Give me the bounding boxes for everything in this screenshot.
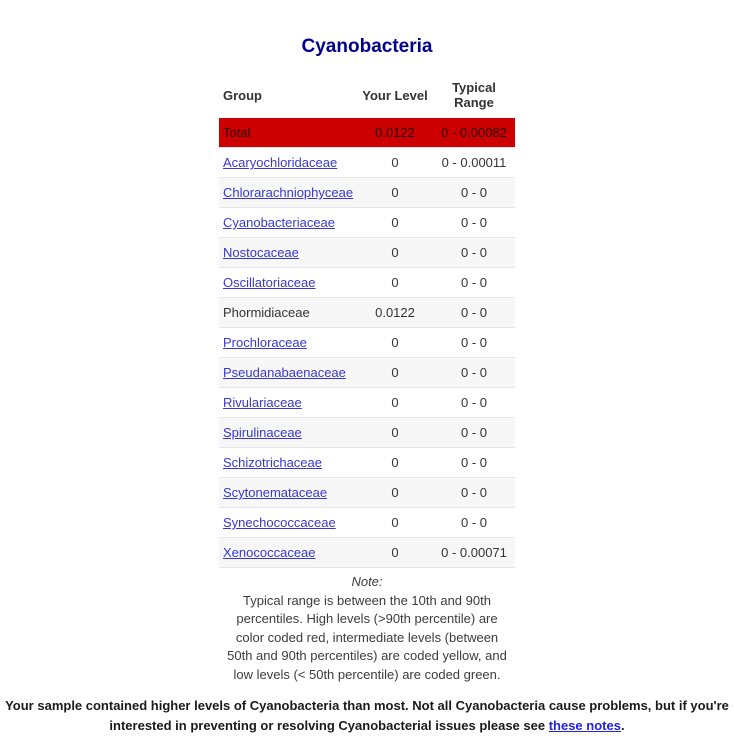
- header-your-level: Your Level: [362, 87, 428, 103]
- header-typical-range: Typical Range: [452, 80, 496, 110]
- typical-range-value: 0 - 0: [460, 515, 487, 530]
- total-row: [219, 118, 515, 148]
- table-row: [219, 508, 515, 538]
- typical-range-value: 0 - 0: [460, 485, 487, 500]
- table-row: [219, 358, 515, 388]
- your-level-value: 0: [391, 335, 399, 350]
- your-level-value: 0: [391, 365, 399, 380]
- typical-range-value: 0 - 0: [460, 425, 487, 440]
- your-level-value: 0: [391, 155, 399, 170]
- header-row: [219, 72, 515, 118]
- your-level-value: 0: [391, 425, 399, 440]
- group-link[interactable]: Scytonemataceae: [223, 485, 328, 500]
- your-level-value: 0: [391, 485, 399, 500]
- your-level-value: 0: [391, 515, 399, 530]
- typical-range-value: 0 - 0: [460, 215, 487, 230]
- note-label: Note:: [351, 574, 383, 589]
- typical-range-value: 0 - 0: [460, 275, 487, 290]
- typical-range-value: 0 - 0: [460, 305, 487, 320]
- table-row: [219, 238, 515, 268]
- note-line: percentiles. High levels (>90th percentile) are: [236, 611, 498, 626]
- group-link[interactable]: Acaryochloridaceae: [223, 155, 338, 170]
- footer-line-1: Your sample contained higher levels of Cyanobacteria than most. Not all Cyanobacteria cause problems, but if you're: [5, 698, 729, 713]
- group-link[interactable]: Nostocaceae: [223, 245, 299, 260]
- your-level-value: 0: [391, 245, 399, 260]
- note-block: [211, 573, 523, 684]
- your-level-value: 0: [391, 185, 399, 200]
- typical-range-value: 0 - 0: [460, 185, 487, 200]
- footer-line-2: [109, 718, 624, 733]
- note-line: 50th and 90th percentiles) are coded yellow, and: [227, 648, 507, 663]
- typical-range-value: 0 - 0.00011: [441, 155, 507, 170]
- header-group: Group: [223, 87, 262, 103]
- note-line: Typical range is between the 10th and 90th: [243, 592, 491, 608]
- your-level-value: 0: [391, 545, 399, 560]
- footer-period: .: [620, 718, 625, 733]
- typical-range-value: 0 - 0: [460, 245, 487, 260]
- table-body: [219, 118, 515, 568]
- these-notes-link[interactable]: these notes: [548, 718, 621, 733]
- footer-summary: [0, 696, 734, 736]
- group-link[interactable]: Spirulinaceae: [223, 425, 302, 440]
- footer-line-2-text: interested in preventing or resolving Cyanobacterial issues please see: [109, 718, 549, 733]
- group-link[interactable]: Xenococcaceae: [223, 545, 316, 560]
- table-row: [219, 448, 515, 478]
- group-link[interactable]: Prochloraceae: [223, 335, 307, 350]
- typical-range-value: 0 - 0: [460, 395, 487, 410]
- group-link[interactable]: Rivulariaceae: [223, 395, 302, 410]
- table-row: [219, 148, 515, 178]
- typical-range-value: 0 - 0.00071: [441, 545, 507, 560]
- table-row: [219, 418, 515, 448]
- table-row: [219, 178, 515, 208]
- page-title: Cyanobacteria: [301, 36, 433, 57]
- note-line: low levels (< 50th percentile) are coded green.: [233, 666, 501, 682]
- total-label: Total: [223, 125, 251, 140]
- typical-range-value: 0 - 0: [460, 365, 487, 380]
- table-row: [219, 268, 515, 298]
- your-level-value: 0: [391, 275, 399, 290]
- table-row: [219, 478, 515, 508]
- table-row: [219, 298, 515, 328]
- group-link[interactable]: Synechococcaceae: [223, 515, 336, 530]
- group-link[interactable]: Chlorarachniophyceae: [223, 185, 354, 200]
- table-row: [219, 388, 515, 418]
- note-line: color coded red, intermediate levels (between: [235, 629, 499, 645]
- group-link[interactable]: Schizotrichaceae: [223, 455, 322, 470]
- your-level-value: 0: [391, 215, 399, 230]
- table-row: [219, 328, 515, 358]
- typical-range-value: 0 - 0: [460, 455, 487, 470]
- your-level-value: 0: [391, 395, 399, 410]
- cyanobacteria-table: [219, 72, 515, 568]
- total-typical-range: 0 - 0.00082: [441, 125, 507, 140]
- group-link[interactable]: Cyanobacteriaceae: [223, 215, 336, 230]
- total-your-level: 0.0122: [375, 125, 415, 140]
- your-level-value: 0: [391, 455, 399, 470]
- table-header: [219, 72, 515, 118]
- group-link[interactable]: Pseudanabaenaceae: [223, 365, 346, 380]
- group-label: Phormidiaceae: [223, 305, 310, 320]
- table-row: [219, 208, 515, 238]
- your-level-value: 0.0122: [375, 305, 415, 320]
- group-link[interactable]: Oscillatoriaceae: [223, 275, 316, 290]
- table-row: [219, 538, 515, 568]
- typical-range-value: 0 - 0: [460, 335, 487, 350]
